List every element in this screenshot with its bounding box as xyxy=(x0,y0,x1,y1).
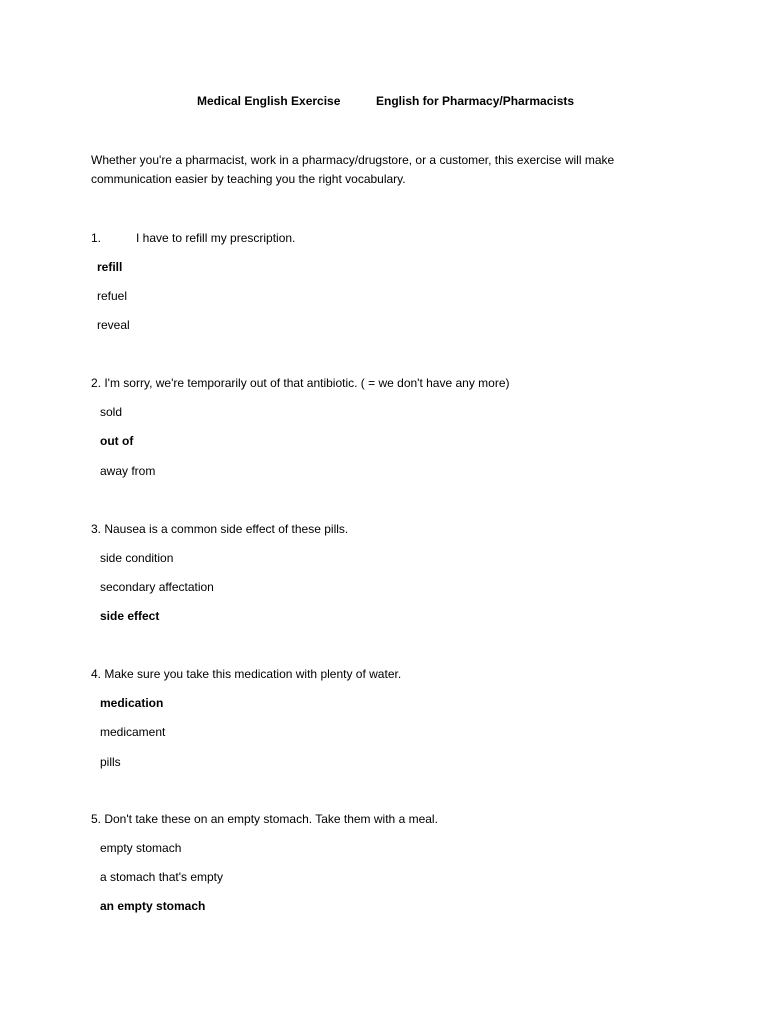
question-3-option-c: side effect xyxy=(100,609,160,623)
question-3-option-a: side condition xyxy=(100,551,174,565)
question-1-option-c: reveal xyxy=(97,318,130,332)
question-1-number: 1. xyxy=(91,231,102,245)
document-subtitle: English for Pharmacy/Pharmacists xyxy=(376,94,575,108)
question-5-option-c: an empty stomach xyxy=(100,899,206,913)
question-5-option-a: empty stomach xyxy=(100,841,182,855)
question-2-option-a: sold xyxy=(100,405,123,419)
question-4-option-c: pills xyxy=(100,755,121,769)
question-4-option-a: medication xyxy=(100,696,164,710)
question-2-option-c: away from xyxy=(100,464,156,478)
intro-paragraph: Whether you're a pharmacist, work in a pharmacy/drugstore, or a customer, this exercise will make communication easier by teaching you the right vocabulary. xyxy=(91,153,615,186)
question-5-option-b: a stomach that's empty xyxy=(100,870,224,884)
question-4-option-b: medicament xyxy=(100,725,166,739)
question-4: 4. Make sure you take this medication with plenty of water. xyxy=(91,667,402,681)
question-1 xyxy=(91,230,295,246)
question-3-option-b: secondary affectation xyxy=(100,580,214,594)
question-2-option-b: out of xyxy=(100,434,134,448)
question-1-option-b: refuel xyxy=(97,289,128,303)
question-1-option-a: refill xyxy=(97,260,123,274)
question-5: 5. Don't take these on an empty stomach. Take them with a meal. xyxy=(91,812,438,826)
document-title: Medical English Exercise xyxy=(197,94,341,108)
question-3: 3. Nausea is a common side effect of these pills. xyxy=(91,522,349,536)
question-1-text: I have to refill my prescription. xyxy=(136,231,296,245)
question-2: 2. I'm sorry, we're temporarily out of that antibiotic. ( = we don't have any more) xyxy=(91,376,510,390)
